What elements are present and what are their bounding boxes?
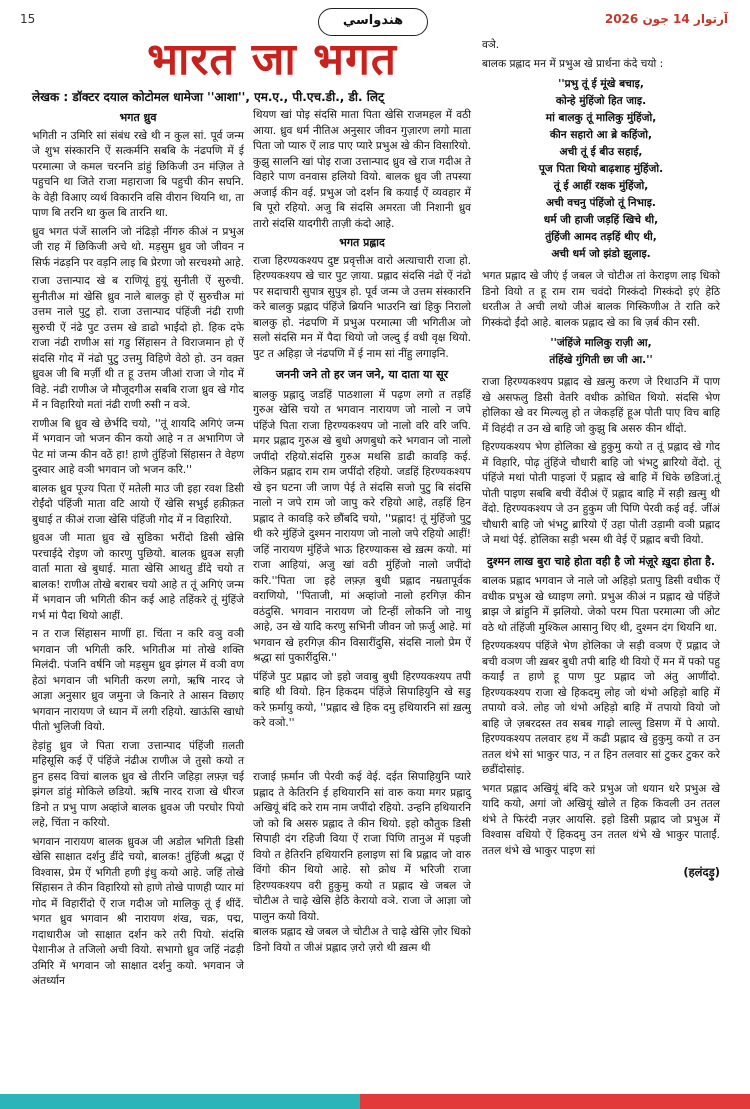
continued-marker: (हलंदड़ु)	[683, 865, 720, 879]
poem-line: पूज पिता थियो बाढ़शाह मुंहिंजो.	[538, 163, 664, 175]
paragraph: बालक प्रह्लाद खे जबल जे चोटीअ ते चाढ़े खेसि ज़ोर धिको डिनो वियो त जीअं प्रह्लाद ज़रो ज़रो थी ख़त्म थी	[253, 926, 471, 954]
poem-line: तूं ई आहीं रक्षक मुंहिंजो,	[553, 180, 649, 192]
column-three	[482, 38, 720, 1090]
date-line: آرتوار 14 جون 2026	[604, 12, 728, 26]
paragraph: हिरण्यकश्यप भेण होलिका खे हुकुमु कयो त तूं प्रह्लाद खे गोद में विहारि, पोढ़ तुंहिंजे चौधारी बाहि जो भंभटु ब्रारियो वेंदो. तूं पंहिंजे मथां पोती पाइजां ऐं प्रह्लाद खे बाहि में धिके छडिजां.तूं पोती पाइण सबबि बची वेंदीअं ऐं प्रह्लाद बाहि में सड़ी ख़त्मु थी वेंदो. हिरण्यकश्यप जे उन हुकुम जी पिणि पेरवी कई वई. जींअं चौधारी बाहि जो भंभटु ब्रारियो ऐं उहा पोती उड़ामी वञी प्रह्लाद जे मथां पेई. होलिका सड़ी भस्म थी वेई ऐं प्रह्लाद बची वियो.	[482, 441, 720, 546]
paragraph: बालकु प्रह्लादु जडहिं पाठशाला में पढ़ण लगो त तड़हिं गुरुअ खेसि चयो त भगवान नारायण जो नालो न जपे पंहिंजे पिता राजा हिरण्यकश्यप जो नालो वरि वरि जपि. मगर प्रह्लाद गुरुअ खे बुधो अणबुधो करे भगवान जो नालो जपींदो रहियो.संदसि गुरुअ मथसि डाढी कावड़ि कई. लेकिन प्रह्लाद राम राम जपींदो रहियो. जडहिं हिरण्यकश्यप खे इन घटना जी जाण पेई ते संदसि सजो पुटु बि संदसि नालो न जपे राम जो जापु करे रहियो आहे, तड़हिं हिन प्रह्लाद ते कावड़ि करे छौंबदि चयो, ''प्रह्लाद! तूं मुंहिंजो पुटु थी करे मुंहिंजे दुश्मन नारायण जो नालो जपे रहियो आहीं! जहिं नारायण मुंहिंजे भाऊ हिरण्याकस खे ख़त्म कयो. मां राजा आहियां, अजु खां वठी मुंहिंजो नालो जपींदो करि.''पिता जा इहे लफ़्ज़ बुधी प्रह्लाद नम्रतापूर्वक वराणियो, ''पिताजी, मां अव्हांजो नालो हरगिज़ कीन वठंदुसि. भगवान नारायण जो टिन्हीं लोकनि जो नाथु आहे, उन खे यादि करणु सभिनी जीवन जो फ़र्जु आहे. मां भगवान खे हरगिज़ कीन विसारींदुसि, संदसि नालो प्रेम ऐं श्रद्धा सां पुकारींदुसि.''	[253, 388, 471, 664]
paragraph: भगवान नारायण बालक ध्रुवअ जी अडोल भगिती डिसी खेसि साक्षात दर्शनु डींदे चयो, बालक! तुंहिंजी श्रद्धा ऐं विश्वास, प्रेम ऐं भगिती हणी इंधु कयो आहे. जहिं तोखे सिंहासन ते कीन विहारियो सो हाणे तोखे पाणही प्यार मां गोद में विहारींदो ऐं राज गदीअ जो मालिकु तूं ई थींदें. भगत ध्रुव भगवान श्री नारायण शंख, चक्र, पद्म, गदाधारीअ जो साक्षात दर्शन करे तरी पियो. संदसि पेशानीअ ते तजिलो अची वियो. सभागो ध्रुव जहिं नंढड़ी उमिरि में भगवान जो साक्षात दर्शनु कयो. भगवान जे अंतर्ध्यान	[32, 835, 244, 987]
paragraph: हिरण्यकश्यप पंहिंजे भेण होलिका जे सड़ी वञण ऐं प्रह्लाद जे बची वञण जी ख़बर बुधी तपी बाहि थी वियो ऐं मन में पको पहु कयाईं त हाणे हू पाण पुट प्रह्लाद जो अंतु आणींदो. हिरण्यकश्यप राजा खे हिकदमु लोह जो थंभो अहिड़ो बाहि में तपायो वञे. लोह जो थंभो अहिड़ो बाहि में तपायो वियो जो बाहि जे ज़बरदस्त तव सबब गाढ़ो लाल्लु डिसण में पे आयो. हिरण्यकश्यप तलवार हथ में कढी प्रह्लाद खे हुकुमु कयो त उन ततल थंभे सां भाकुर पाउ, न त हिन तलवार सां टुकर टुकर करे छडींदोसांइ.	[482, 640, 720, 776]
newspaper-masthead: هندواسي	[318, 8, 428, 36]
poem-line: अची वचनु पंहिंजो तूं निभाइ.	[546, 197, 656, 209]
paragraph: बालक प्रह्लाद भगवान जे नाले जो अहिड़ो प्रतापु डिसी वधीक ऐं वधीक प्रभुअ खे ध्याइण लगो. प्रभुअ कीअं न प्रह्लाद खे पंहिंजे ब्राझ जे ब्रांहुनि में झलियो. जेको परम पिता परमात्मा जी ओट वठे थो तंहिंजी मुश्किल आसानु थिए थी, दुश्मन दंग थियनि था.	[482, 575, 720, 634]
paragraph: न त राज सिंहासन माणीं हा. चिंता न करि वञु वञी भगवान जी भगिती करि. भगितीअ मां तोखे शक्ति मिलंदी. पंजनि वर्षनि जो मड़सुम ध्रुव झंगल में वञी वण हेठां भगवान जी भगिती करण लगो, ऋषि नारद जे आज्ञा अनुसार ध्रुव जमुना जे किनारे ते आसन विछाए भगवान नारायण जे ध्यान में लगी रहियो. खाऊंसि खाधो पीतो भुलिजी वियो.	[32, 628, 244, 733]
paragraph: ध्रुव भगत पंजें सालनि जो नंढिड़ो नींगरु कीअं न प्रभुअ जी राह में छिकिजी अचे थो. मड़सुम ध्रुव जो जीवन न सिर्फ नंढड़नि पर वड़नि लाइ बि प्रेरणा जो सरचश्मो आहे.	[32, 225, 244, 269]
paragraph: भगत प्रह्लाद खे जीएं ई जबल जे चोटीअ तां केराइण लाइ धिको डिनो वियो त हू राम राम चवंदो गिस्कंदो गिस्कंदो इएं हेठि धरतीअ ते अची लथो जीअं बालक गिस्किणीअ ते राति करे गिस्कंदो ईंदो आहे. बालक प्रह्लाद खे का बि ज़र्ब कीन रसी.	[482, 270, 720, 329]
paragraph: बालक प्रह्लाद मन में प्रभुअ खे प्रार्थना कंदे चयो :	[482, 57, 664, 70]
poem-line: तुंहिंजी आमद तड़हिं थीए थी,	[545, 231, 657, 243]
quote-line: तंहिंखे गुंगिती छा जी आ.''	[549, 354, 653, 366]
footer-teal-stripe	[0, 1094, 360, 1109]
column-two	[253, 108, 471, 760]
article-title: भारत जा भगत	[147, 34, 397, 85]
poem-line: धर्म जी हाजी जड़हिं खिचे थी,	[543, 214, 659, 226]
poem-line: ''प्रभु तूं ई मूंखे बचाइ,	[558, 78, 644, 90]
paragraph: ध्रुवअ जी माता ध्रुव खे सुडिका भरींदो डिसी खेसि परचाईदे रोइण जो कारणु पुछियो. बालक ध्रुवअ सज़ी वार्ता माता खे बुधाई. माता खेसि आथतु डींदे चयो त बालक! राणीअ तोखे बराबर चयो आहे त तूं अगिएं जन्म में भगवान जी भगिती कीन कई आहे तहिंकरे तूं मुंहिंजे गर्भ मां पैदा थियो आहीं.	[32, 532, 244, 622]
paragraph: राजा हिरण्यकश्यप प्रह्लाद खे ख़त्मु करण जे रिथाउनि में पाण खे असफलु डिसी वेतरि वधीक क्रोधित थियो. संदसि भेण होलिका खे वर मिल्यलु हो त जेकड़हिं हूअ पोती पाए विच बाहि में विहंदी त उन खे बाहि जो कुझु बि असरु कीन थींदो.	[482, 376, 720, 435]
section-heading-prahlad: भगत प्रह्लाद	[339, 236, 385, 249]
paragraph: राणीअ बि ध्रुव खे छेर्भदि चयो, ''तूं शायदि अगिएं जन्म में भगवान जो भजन कीन कयो आहे न त अभागिण जे पेट मां जन्म कीन वठें हा! हाणे तुंहिंजो सिंहासन ते वेहण दुस्वार आहे वञी भगवान जो भजन करि.''	[32, 417, 244, 476]
paragraph: भगत प्रह्लाद अखियूं बंदि करे प्रभुअ जो धयान धरे प्रभुअ खे यादि कयो, अगां जो अखियूं खोले त हिक किवली उन ततल थंभे ते फिरंदी नज़र आयसि. इहो डिसी प्रह्लाद जो प्रभुअ में विश्वास वधियो ऐं हिकदमु उन ततल थंभे खे भाकुर पाताईं. ततल थंभे खे भाकुर पाइण सां	[482, 782, 720, 857]
paragraph: थियण खां पोइ संदसि माता पिता खेसि राजमहल में वठी आया. ध्रुव धर्म नीतिअ अनुसार जीवन गुज़ारण लगो माता पिता जो प्यारु ऐं लाड पाए प्यारे प्रभुअ खे कीन विसारियो. कुझु सालनि खां पोइ राजा उत्तान्पाद ध्रुव खे राज गदीअ ते विहारे पाण वनवास हलियो वियो. बालक ध्रुव जी तपस्या अजाई कीन वई. प्रभुअ जो दर्शन बि कयाईं ऐं व्यवहार में बि पूरो रहियो. अजु बि संदसि अमरता जी निशानी ध्रुव तारो संदसि यादगीरी ताज़ी कंदो आहे.	[253, 109, 471, 230]
quote-line: ''जंहिंजे मालिकु राज़ी आ,	[550, 337, 652, 349]
pull-quote: जननी जने तो हर जन जने, या दाता या सूर	[275, 368, 449, 381]
paragraph: भगिती न उमिरि सां संबंध रखे थी न कुल सां. पूर्व जन्म जे शुभ संस्कारनि ऐं सत्कर्मनि सबबि के नंढपणि में ई परमात्मा जे कमल चरननि डांहुं छिकिजी उन मंज़िल ते पहुचनि था जिते राजा महाराजा बि पहुची कीन सघनि. के वेही विआए व्यर्थ विकारनि वसि वीरान थियनि था, ता पाण बि तरनि था कुल बि तारनि था.	[32, 129, 244, 219]
page-number: 15	[20, 12, 36, 26]
poem-line: कोन्हे मुंहिंजो हित जाइ.	[555, 95, 647, 107]
pull-quote: दुश्मन लाख बुरा चाहे होता वही है जो मंज़ूरे ख़ुदा होता है.	[486, 554, 716, 568]
paragraph: हेड़ांहु ध्रुव जे पिता राजा उत्तान्पाद पंहिंजी ग़लती महिसूसि कई ऐं पंहिंजे नंढीअ राणीअ जे तुसो कयो त हुन हसद विचां बालक ध्रुव खे तीरनि जहिड़ा लफ़्ज़ चई झंगल डांहुं मोकिले छडियो. ऋषि नारद राजा खे धीरज डिनो त प्रभु पाण अव्हांजे बालक ध्रुवअ जी परघोर पियो लहे, चिंता न करियो.	[32, 739, 244, 829]
paragraph: राजा उत्तान्पाद खे ब राणियूं हुयूं सुनीती ऐं सुरुची. सुनीतीअ मां खेसि ध्रुव नाले बालकु हो ऐं सुरुचीअ मां उत्तम नाले पुटु हो. राजा उत्तान्पाद पंहिंजी नंढी राणी सुरुची ऐं नंढे पुट उत्तम खे डाढो भाईंदो हो. हिक दफे राजा नंढी राणीअ सां गडु सिंहासन ते विराजमान हो ऐं संदसि गोद में नंढो पुटु उत्तमु विहिणे वेठो हो. उन वक़्त ध्रुवअ जी बि मर्ज़ी थी त हू उत्तम जीआं राजा जे गोद में विहे. नंढी राणीअ जे मौजूदगीअ सबबि राजा ध्रुव खे गोद में न विहारियो मतां नंढी राणी रुसी न वञे.	[32, 275, 244, 411]
paragraph: बालक ध्रुव पूज्य पिता ऐं मतेली माउ जी इहा रवश डिसी रोईंदो पंहिंजी माता वटि आयो ऐं खेसि सभुई हक़ीक़त बुधाई त कीअं राजा खेसि पंहिंजी गोद में न विहारियो.	[32, 482, 244, 526]
quote-block	[482, 335, 720, 369]
page-header	[0, 0, 750, 38]
poem-line: कीन सहारो आ ब्रे कहिंजो,	[549, 129, 653, 141]
footer-color-bar	[0, 1094, 750, 1109]
paragraph: वञे.	[482, 39, 500, 51]
paragraph: पंहिंजे पुट प्रह्लाद जो इहो जवाबु बुधी हिरण्यकश्यप तपी बाहि थी वियो. हिन हिकदम पंहिंजे सिपाहियुनि खे सडु करे फ़र्मायु कयो, ''प्रह्लाद खे हिक दमु हथियारनि सां ख़त्मु करे वञो.''	[253, 670, 471, 729]
column-one	[32, 108, 244, 987]
poem-line: अची तूं ई बीउ सहाई,	[559, 146, 643, 158]
poem-line: मां बालकु तूं मालिकु मुंहिंजो,	[545, 112, 657, 124]
poem-line: अची धर्म जो झंडो झुलाइ.	[551, 248, 651, 260]
prayer-poem	[482, 76, 720, 263]
footer-red-stripe	[360, 1094, 750, 1109]
section-heading-dhruv: भगत ध्रुव	[119, 111, 157, 124]
paragraph: राजाई फ़र्मान जी पेरवी कई वेई. दईत सिपाहियुनि प्यारे प्रह्लाद ते केतिरनि ई हथियारनि सां वारु कया मगर प्रह्लादु अखियूं बंदि करे राम नाम जपींदो रहियो. उन्हनि हथियारनि जो को बि असरु प्रह्लाद ते कीन थियो. इहो कौतुक डिसी सिपाही दंग रहिजी विया ऐं राजा पिणि तानुअ में पइजी वियो त हेतिरनि हथियारनि हलाइण सां बि प्रह्लाद जो वारु विंगो कीन थियो आहे. सो क्रोध में भरिजी राजा हिरण्यकश्यप वरी हुकुमु कयो त प्रह्लाद खे जबल जे चोटीअ ते चाढ़े खेसि हेठि केरायो वञे. राजा जे आज्ञा जो पालुन कयो वियो.	[253, 771, 471, 923]
article-byline: लेखक : डॉक्टर दयाल कोटोमल धामेजा ''आशा'', एम.ए., पी.एच.डी., डी. लिट्	[32, 90, 385, 104]
paragraph: राजा हिरण्यकश्यप दुष्ट प्रवृत्तीअ वारो अत्याचारी राजा हो. हिरण्यकश्यप खे चार पुट ज़ाया. प्रह्लाद संदसि नंढो ऐं नंढो पर सदाचारी सुपात्र सुपुत्र हो. पूर्व जन्म जे उत्तम संस्कारनि करे बालकु प्रह्लाद पंहिंजे ब्रियनि भाउरनि खां हिकु निरालो बालकु हो. नंढपणि में प्रभुअ परमात्मा जी भगितीअ जो सलो संदसि मन में पैदा थियो जो जल्दु ई वधी वृक्ष थियो. पुट त अहिड़ा जे नंढपणि में ई नाम सां नींहु लगाइनि.	[253, 254, 471, 360]
column-two-lower	[253, 770, 471, 1090]
